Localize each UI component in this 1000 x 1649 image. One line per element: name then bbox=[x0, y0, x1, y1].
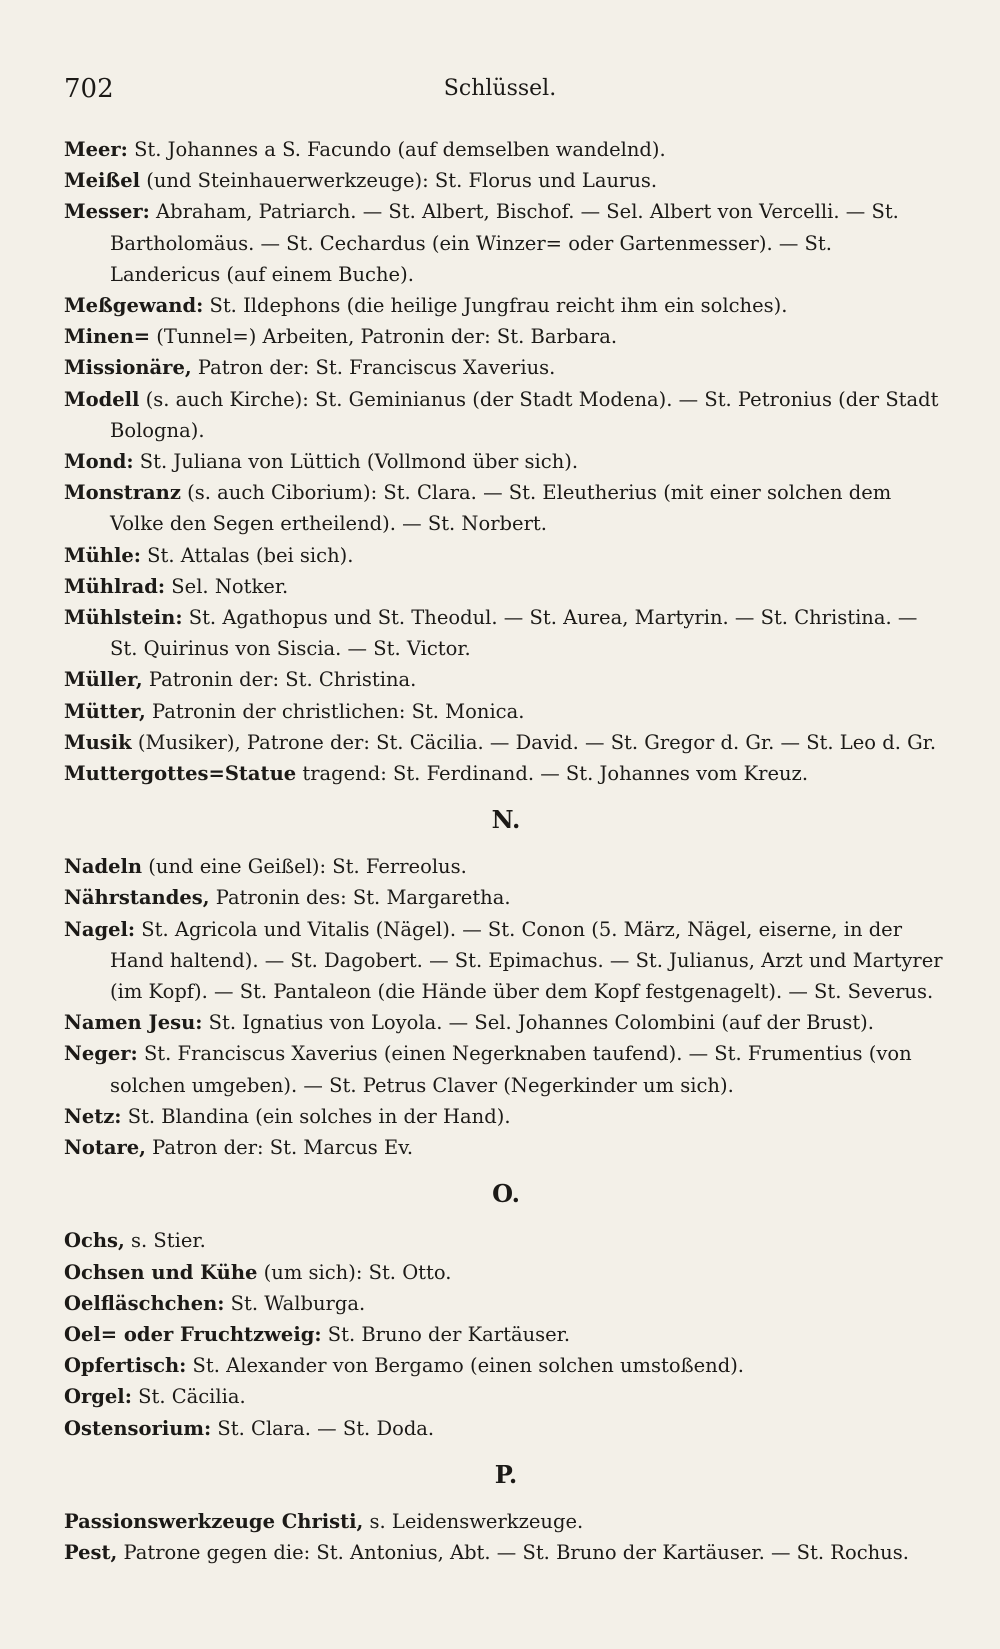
entry-keyword: Namen Jesu: bbox=[64, 1011, 203, 1035]
entry-text: St. Agathopus und St. Theodul. — St. Aurea, Martyrin. — St. Christina. — St. Quirinus von Siscia. — St. Victor. bbox=[110, 606, 918, 661]
entry-text: Patronin des: St. Margaretha. bbox=[209, 886, 511, 910]
entry-keyword: Nährstandes, bbox=[64, 886, 210, 910]
index-entry bbox=[64, 1350, 948, 1381]
page-header bbox=[64, 74, 936, 114]
index-entry bbox=[64, 696, 948, 727]
entry-text: tragend: St. Ferdinand. — St. Johannes vom Kreuz. bbox=[296, 762, 809, 786]
entry-keyword: Ostensorium: bbox=[64, 1416, 212, 1440]
entry-keyword: Nagel: bbox=[64, 917, 136, 941]
entry-text: St. Cäcilia. bbox=[131, 1385, 246, 1409]
entry-text: St. Ildephons (die heilige Jungfrau reicht ihm ein solches). bbox=[203, 294, 788, 318]
index-entry bbox=[64, 1319, 948, 1350]
index-entry bbox=[64, 851, 948, 882]
entry-keyword: Muttergottes=Statue bbox=[64, 762, 297, 786]
index-entry bbox=[64, 1506, 948, 1537]
entry-text: Sel. Notker. bbox=[165, 574, 289, 598]
index-entry bbox=[64, 914, 948, 1008]
index-entry bbox=[64, 134, 948, 165]
entry-text: St. Franciscus Xaverius (einen Negerknaben taufend). — St. Frumentius (von solchen umgeben). — St. Petrus Claver (Negerkinder um sich). bbox=[110, 1042, 912, 1097]
entry-text: St. Blandina (ein solches in der Hand). bbox=[121, 1104, 511, 1128]
entry-keyword: Modell bbox=[64, 387, 140, 411]
entry-keyword: Pest, bbox=[64, 1540, 118, 1564]
entry-text: Patronin der: St. Christina. bbox=[142, 668, 417, 692]
index-entry bbox=[64, 1225, 948, 1256]
running-head: Schlüssel. bbox=[443, 76, 557, 101]
index-entry bbox=[64, 540, 948, 571]
index-entry bbox=[64, 165, 948, 196]
index-entry bbox=[64, 384, 948, 446]
index-entry bbox=[64, 1413, 948, 1444]
entry-keyword: Meißel bbox=[64, 169, 141, 193]
entry-keyword: Messer: bbox=[64, 200, 150, 224]
entry-text: St. Bruno der Kartäuser. bbox=[321, 1322, 571, 1346]
section-heading: O. bbox=[492, 1179, 520, 1209]
entry-text: (s. auch Kirche): St. Geminianus (der Stadt Modena). — St. Petronius (der Stadt Bologna). bbox=[110, 387, 939, 442]
entry-keyword: Mühle: bbox=[64, 543, 141, 567]
entry-text: Patron der: St. Marcus Ev. bbox=[145, 1136, 414, 1160]
entry-text: St. Ignatius von Loyola. — Sel. Johannes Colombini (auf der Brust). bbox=[202, 1011, 874, 1035]
entry-keyword: Mond: bbox=[64, 450, 134, 474]
entry-keyword: Passionswerkzeuge Christi, bbox=[64, 1509, 364, 1533]
entry-text: St. Alexander von Bergamo (einen solchen umstoßend). bbox=[186, 1354, 745, 1378]
index-entry bbox=[64, 196, 948, 290]
index-entry bbox=[64, 1101, 948, 1132]
entry-keyword: Musik bbox=[64, 730, 132, 754]
entry-text: St. Clara. — St. Doda. bbox=[211, 1416, 435, 1440]
entry-keyword: Nadeln bbox=[64, 855, 143, 879]
entry-text: (und Steinhauerwerkzeuge): St. Florus und Laurus. bbox=[140, 169, 658, 193]
entry-text: St. Johannes a S. Facundo (auf demselben wandelnd). bbox=[127, 138, 666, 161]
entry-keyword: Meer: bbox=[64, 138, 128, 161]
index-entry bbox=[64, 882, 948, 913]
index-entry bbox=[64, 664, 948, 695]
entry-text: (und eine Geißel): St. Ferreolus. bbox=[142, 855, 467, 879]
index-entry bbox=[64, 1288, 948, 1319]
entry-text: St. Agricola und Vitalis (Nägel). — St. Conon (5. März, Nägel, eiserne, in der Hand haltend). — St. Dagobert. — St. Epimachus. — St. Julianus, Arzt und Martyrer (im Kopf). — St. Pantaleon (die Hände über dem Kopf festgenagelt). — St. Severus. bbox=[110, 917, 943, 1004]
entry-keyword: Mühlstein: bbox=[64, 606, 183, 630]
entry-text: s. Leidenswerkzeuge. bbox=[363, 1509, 584, 1533]
index-entries bbox=[64, 134, 948, 1568]
entry-text: St. Attalas (bei sich). bbox=[140, 543, 354, 567]
entry-keyword: Ochsen und Kühe bbox=[64, 1260, 258, 1284]
entry-text: Patronin der christlichen: St. Monica. bbox=[145, 699, 525, 723]
index-entry bbox=[64, 602, 948, 664]
entry-keyword: Netz: bbox=[64, 1104, 122, 1128]
entry-keyword: Monstranz bbox=[64, 481, 181, 505]
index-entry bbox=[64, 1132, 948, 1163]
entry-keyword: Ochs, bbox=[64, 1229, 125, 1253]
entry-keyword: Missionäre, bbox=[64, 356, 192, 380]
index-entry bbox=[64, 446, 948, 477]
entry-keyword: Mühlrad: bbox=[64, 574, 166, 598]
index-entry bbox=[64, 1537, 948, 1568]
entry-keyword: Oelfläschchen: bbox=[64, 1291, 225, 1315]
index-entry bbox=[64, 352, 948, 383]
entry-keyword: Notare, bbox=[64, 1136, 146, 1160]
index-entry bbox=[64, 571, 948, 602]
entry-keyword: Minen= bbox=[64, 325, 151, 349]
index-entry bbox=[64, 1007, 948, 1038]
section-heading: P. bbox=[494, 1459, 518, 1489]
entry-keyword: Oel= oder Fruchtzweig: bbox=[64, 1322, 322, 1346]
index-entry bbox=[64, 290, 948, 321]
index-entry bbox=[64, 321, 948, 352]
entry-text: (s. auch Ciborium): St. Clara. — St. Eleutherius (mit einer solchen dem Volke den Segen ertheilend). — St. Norbert. bbox=[110, 481, 892, 536]
entry-keyword: Müller, bbox=[64, 668, 143, 692]
entry-text: (Musiker), Patrone der: St. Cäcilia. — David. — St. Gregor d. Gr. — St. Leo d. Gr. bbox=[131, 730, 937, 754]
entry-keyword: Opfertisch: bbox=[64, 1354, 187, 1378]
entry-keyword: Mütter, bbox=[64, 699, 146, 723]
entry-text: Patrone gegen die: St. Antonius, Abt. — St. Bruno der Kartäuser. — St. Rochus. bbox=[117, 1540, 909, 1564]
entry-text: s. Stier. bbox=[124, 1229, 206, 1253]
index-entry bbox=[64, 727, 948, 758]
index-entry bbox=[64, 1257, 948, 1288]
section-heading: N. bbox=[491, 805, 521, 835]
index-entry bbox=[64, 477, 948, 539]
entry-keyword: Orgel: bbox=[64, 1385, 132, 1409]
index-entry bbox=[64, 1381, 948, 1412]
entry-text: Patron der: St. Franciscus Xaverius. bbox=[191, 356, 556, 380]
entry-keyword: Neger: bbox=[64, 1042, 138, 1066]
entry-text: Abraham, Patriarch. — St. Albert, Bischof. — Sel. Albert von Vercelli. — St. Bartholomäus. — St. Cechardus (ein Winzer= oder Gartenmesser). — St. Landericus (auf einem Buche). bbox=[110, 200, 899, 286]
entry-keyword: Meßgewand: bbox=[64, 294, 204, 318]
index-entry bbox=[64, 1038, 948, 1100]
entry-text: St. Walburga. bbox=[224, 1291, 366, 1315]
index-entry bbox=[64, 758, 948, 789]
entry-text: St. Juliana von Lüttich (Vollmond über sich). bbox=[133, 450, 579, 474]
entry-text: (Tunnel=) Arbeiten, Patronin der: St. Barbara. bbox=[150, 325, 618, 349]
entry-text: (um sich): St. Otto. bbox=[257, 1260, 452, 1284]
page-number: 702 bbox=[64, 74, 114, 104]
